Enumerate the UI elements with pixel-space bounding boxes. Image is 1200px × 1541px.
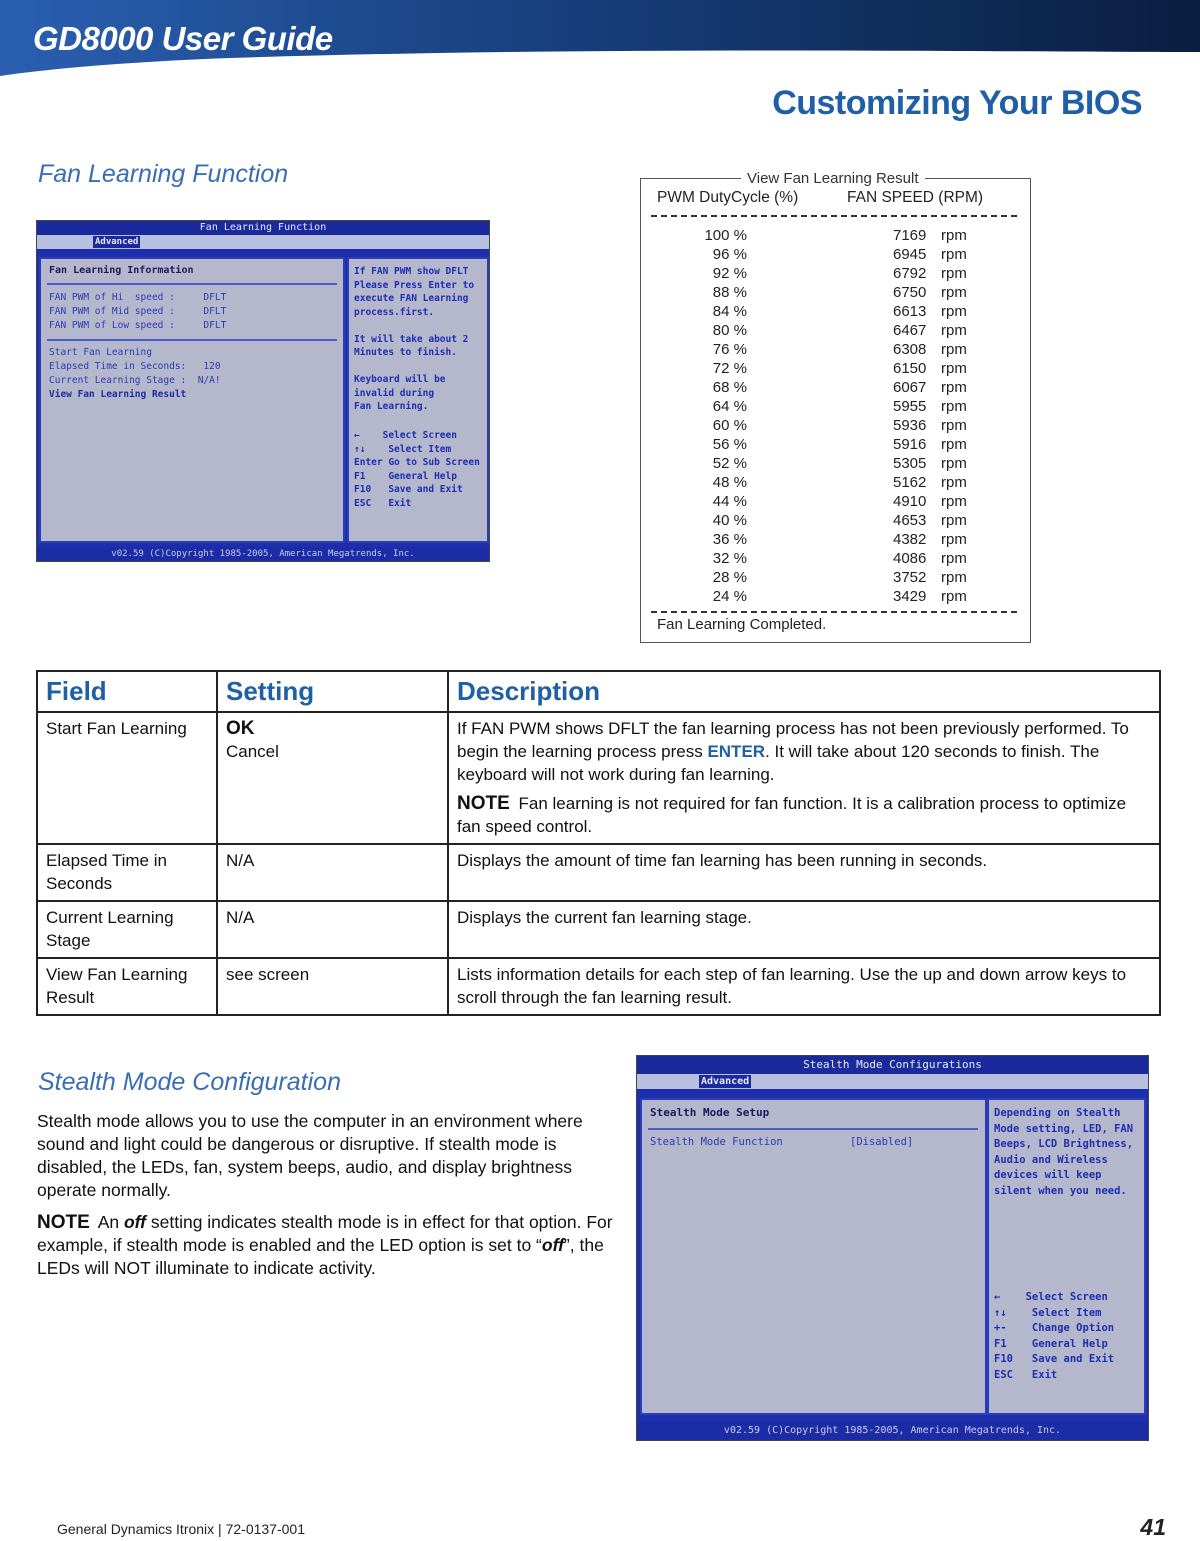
note-text: ”, the LEDs will NOT illuminate to indicate activity.	[37, 1235, 604, 1278]
note-text: Fan learning is not required for fan function. It is a calibration process to optimize fan speed control.	[457, 794, 1127, 836]
result-divider	[651, 611, 1017, 613]
result-rpm-unit: rpm	[941, 531, 967, 548]
result-rpm-unit: rpm	[941, 436, 967, 453]
section-title: Customizing Your BIOS	[772, 84, 1142, 122]
bios-tab-advanced[interactable]: Advanced	[701, 1076, 750, 1087]
bios-key-hint: Enter Go to Sub Screen	[354, 457, 480, 468]
result-completed: Fan Learning Completed.	[657, 616, 827, 633]
result-rpm-unit: rpm	[941, 455, 967, 472]
result-title: View Fan Learning Result	[741, 170, 925, 187]
bios-help-line: It will take about 2	[354, 333, 469, 345]
desc-text: If FAN PWM shows DFLT the fan learning process has not been previously performed. To begin the learning process press	[457, 719, 1129, 761]
result-col-speed: FAN SPEED (RPM)	[847, 189, 984, 206]
fan-learning-result-box	[640, 170, 1031, 643]
setting-ok: OK	[226, 718, 255, 739]
fan-learning-heading: Fan Learning Function	[38, 160, 289, 188]
table-row	[37, 712, 1160, 844]
result-rpm-unit: rpm	[941, 474, 967, 491]
result-pwm-value: 40 %	[712, 512, 747, 529]
table-row	[37, 844, 1160, 901]
result-rpm-value: 4086	[893, 550, 927, 567]
result-rpm-value: 6308	[893, 341, 927, 358]
result-rpm-value: 4382	[893, 531, 927, 548]
bios-help-line: Fan Learning.	[354, 401, 429, 412]
bios-key-hint: +- Change Option	[994, 1322, 1115, 1334]
guide-title: GD8000 User Guide	[33, 20, 333, 57]
enter-key-label: ENTER	[707, 742, 766, 761]
result-rpm-value: 5955	[893, 398, 927, 415]
page-number: 41	[1140, 1514, 1166, 1540]
cell-field: Start Fan Learning	[37, 712, 217, 844]
result-rpm-value: 5162	[893, 474, 927, 491]
result-rpm-unit: rpm	[941, 512, 967, 529]
result-rpm-unit: rpm	[941, 360, 967, 377]
col-header-field: Field	[37, 671, 217, 712]
note-label: NOTE	[37, 1212, 90, 1233]
bios-stealth-function-value[interactable]: [Disabled]	[850, 1136, 914, 1148]
result-rpm-unit: rpm	[941, 265, 967, 282]
result-pwm-value: 52 %	[712, 455, 747, 472]
note-off-term: off	[541, 1235, 564, 1255]
bios-help-line: Depending on Stealth	[994, 1107, 1121, 1119]
result-rpm-unit: rpm	[941, 417, 967, 434]
result-rpm-unit: rpm	[941, 493, 967, 510]
bios-key-hint: ↑↓ Select Item	[354, 443, 452, 455]
bios-line: FAN PWM of Hi speed : DFLT	[49, 292, 227, 303]
bios-panel-title: Stealth Mode Setup	[650, 1106, 770, 1119]
result-pwm-value: 60 %	[712, 417, 747, 434]
bios-key-hint: F1 General Help	[994, 1337, 1108, 1350]
bios-help-line: If FAN PWM show DFLT	[354, 266, 469, 277]
bios-help-line: Beeps, LCD Brightness,	[994, 1138, 1134, 1150]
result-rpm-unit: rpm	[941, 588, 967, 605]
result-rpm-unit: rpm	[941, 284, 967, 301]
cell-setting: N/A	[217, 844, 448, 901]
bios-panel-title: Fan Learning Information	[49, 265, 194, 276]
cell-description: Displays the current fan learning stage.	[448, 901, 1160, 958]
bios-help-line: silent when you need.	[994, 1184, 1127, 1197]
result-pwm-value: 44 %	[712, 493, 747, 510]
table-row	[37, 901, 1160, 958]
cell-setting: N/A	[217, 901, 448, 958]
bios-stealth-screen	[636, 1055, 1149, 1441]
col-header-description: Description	[448, 671, 1160, 712]
bios-key-hint: ← Select Screen	[354, 430, 457, 441]
result-rpm-value: 6945	[893, 246, 927, 263]
bios-elapsed: Elapsed Time in Seconds: 120	[49, 361, 221, 372]
result-pwm-value: 96 %	[712, 246, 747, 263]
cell-setting	[217, 712, 448, 844]
cell-description: Displays the amount of time fan learning has been running in seconds.	[448, 844, 1160, 901]
bios-help-line: process.first.	[354, 306, 435, 318]
cell-description: Lists information details for each step of fan learning. Use the up and down arrow keys to scroll through the fan learning result.	[448, 958, 1160, 1015]
stealth-note	[37, 1211, 617, 1280]
result-rpm-value: 7169	[893, 227, 927, 244]
result-rpm-value: 5305	[893, 455, 927, 472]
bios-line: FAN PWM of Low speed : DFLT	[49, 320, 227, 331]
bios-main-panel	[39, 257, 345, 543]
result-rpm-unit: rpm	[941, 398, 967, 415]
bios-stealth-function-label[interactable]: Stealth Mode Function	[650, 1136, 783, 1148]
bios-key-hint: ← Select Screen	[994, 1291, 1108, 1303]
result-pwm-value: 80 %	[712, 322, 747, 339]
result-pwm-value: 88 %	[712, 284, 747, 301]
result-rpm-value: 4910	[893, 493, 927, 510]
bios-help-line: invalid during	[354, 387, 435, 399]
result-pwm-value: 100 %	[704, 227, 747, 244]
bios-key-hint: F10 Save and Exit	[354, 484, 463, 495]
bios-help-line: Mode setting, LED, FAN	[994, 1122, 1134, 1135]
bios-help-line: Minutes to finish.	[354, 347, 457, 358]
note-text: setting indicates stealth mode is in effect for that option. For example, if stealth mode is enabled and the LED option is set to “	[37, 1212, 613, 1255]
result-pwm-value: 64 %	[712, 398, 747, 415]
result-rpm-value: 6150	[893, 360, 927, 377]
bios-line: FAN PWM of Mid speed : DFLT	[49, 306, 227, 317]
settings-table	[36, 670, 1161, 1016]
bios-key-hint: ESC Exit	[994, 1368, 1058, 1381]
bios-view-result[interactable]: View Fan Learning Result	[49, 389, 187, 400]
result-pwm-value: 84 %	[712, 303, 747, 320]
result-pwm-value: 56 %	[712, 436, 747, 453]
cell-field: Elapsed Time in Seconds	[37, 844, 217, 901]
result-rpm-unit: rpm	[941, 341, 967, 358]
result-rpm-unit: rpm	[941, 227, 967, 244]
bios-key-hint: ESC Exit	[354, 497, 412, 509]
result-col-pwm: PWM DutyCycle (%)	[657, 189, 799, 206]
result-rpm-value: 4653	[893, 512, 927, 529]
table-header-row	[37, 671, 1160, 712]
bios-help-line: Please Press Enter to	[354, 279, 475, 291]
bios-key-hint: F1 General Help	[354, 470, 457, 482]
bios-help-line: Audio and Wireless	[994, 1153, 1108, 1166]
result-rpm-unit: rpm	[941, 379, 967, 396]
stealth-paragraph: Stealth mode allows you to use the computer in an environment where sound and light could be dangerous or disruptive. If stealth mode is disabled, the LEDs, fan, system beeps, audio, and display brightness operate normally.	[37, 1111, 583, 1200]
result-rpm-value: 6792	[893, 265, 927, 282]
note-text: An	[97, 1212, 124, 1232]
result-pwm-value: 32 %	[712, 550, 747, 567]
result-rpm-unit: rpm	[941, 322, 967, 339]
bios-key-hint: ↑↓ Select Item	[994, 1306, 1102, 1319]
bios-help-line: Keyboard will be	[354, 374, 446, 385]
bios-help-panel	[347, 257, 489, 543]
bios-help-line: execute FAN Learning	[354, 293, 469, 304]
cell-field: Current Learning Stage	[37, 901, 217, 958]
bios-help-line: devices will keep	[994, 1169, 1102, 1181]
bios-main-panel	[640, 1098, 987, 1415]
result-pwm-value: 76 %	[712, 341, 747, 358]
stealth-heading: Stealth Mode Configuration	[38, 1068, 341, 1096]
result-rpm-value: 6067	[893, 379, 927, 396]
cell-field: View Fan Learning Result	[37, 958, 217, 1015]
stealth-body	[37, 1110, 617, 1289]
cell-setting: see screen	[217, 958, 448, 1015]
bios-footer: v02.59 (C)Copyright 1985-2005, American Megatrends, Inc.	[37, 547, 489, 561]
footer-company: General Dynamics Itronix | 72-0137-001	[57, 1521, 305, 1537]
bios-stage: Current Learning Stage : N/A!	[49, 375, 221, 386]
result-rpm-unit: rpm	[941, 569, 967, 586]
bios-title: Stealth Mode Configurations	[637, 1056, 1148, 1074]
result-pwm-value: 92 %	[712, 265, 747, 282]
result-pwm-value: 28 %	[712, 569, 747, 586]
desc-text: . It will take about 120 seconds to finish. The keyboard will not work during fan learning.	[457, 742, 1100, 784]
setting-cancel: Cancel	[226, 742, 279, 761]
result-rpm-unit: rpm	[941, 246, 967, 263]
bios-start-fan-learning[interactable]: Start Fan Learning	[49, 347, 152, 358]
result-pwm-value: 36 %	[712, 531, 747, 548]
col-header-setting: Setting	[217, 671, 448, 712]
result-rpm-value: 3752	[893, 569, 927, 586]
result-rpm-value: 5916	[893, 436, 927, 453]
note-off-term: off	[123, 1212, 146, 1232]
result-pwm-value: 68 %	[712, 379, 747, 396]
result-rpm-unit: rpm	[941, 550, 967, 567]
table-row	[37, 958, 1160, 1015]
note-label: NOTE	[457, 793, 510, 814]
result-rpm-value: 6613	[893, 303, 927, 320]
bios-fan-learning-screen	[36, 220, 490, 562]
result-pwm-value: 24 %	[712, 588, 747, 605]
result-pwm-value: 48 %	[712, 474, 747, 491]
bios-footer: v02.59 (C)Copyright 1985-2005, American Megatrends, Inc.	[637, 1422, 1148, 1440]
result-rpm-value: 6467	[893, 322, 927, 339]
result-pwm-value: 72 %	[712, 360, 747, 377]
result-rpm-value: 5936	[893, 417, 927, 434]
result-divider	[651, 215, 1017, 217]
bios-key-hint: F10 Save and Exit	[994, 1353, 1115, 1365]
bios-help-panel	[987, 1098, 1146, 1415]
result-rpm-value: 3429	[893, 588, 927, 605]
cell-description	[448, 712, 1160, 844]
bios-title: Fan Learning Function	[37, 221, 489, 235]
result-rpm-unit: rpm	[941, 303, 967, 320]
bios-tab-advanced[interactable]: Advanced	[95, 237, 139, 247]
result-rpm-value: 6750	[893, 284, 927, 301]
